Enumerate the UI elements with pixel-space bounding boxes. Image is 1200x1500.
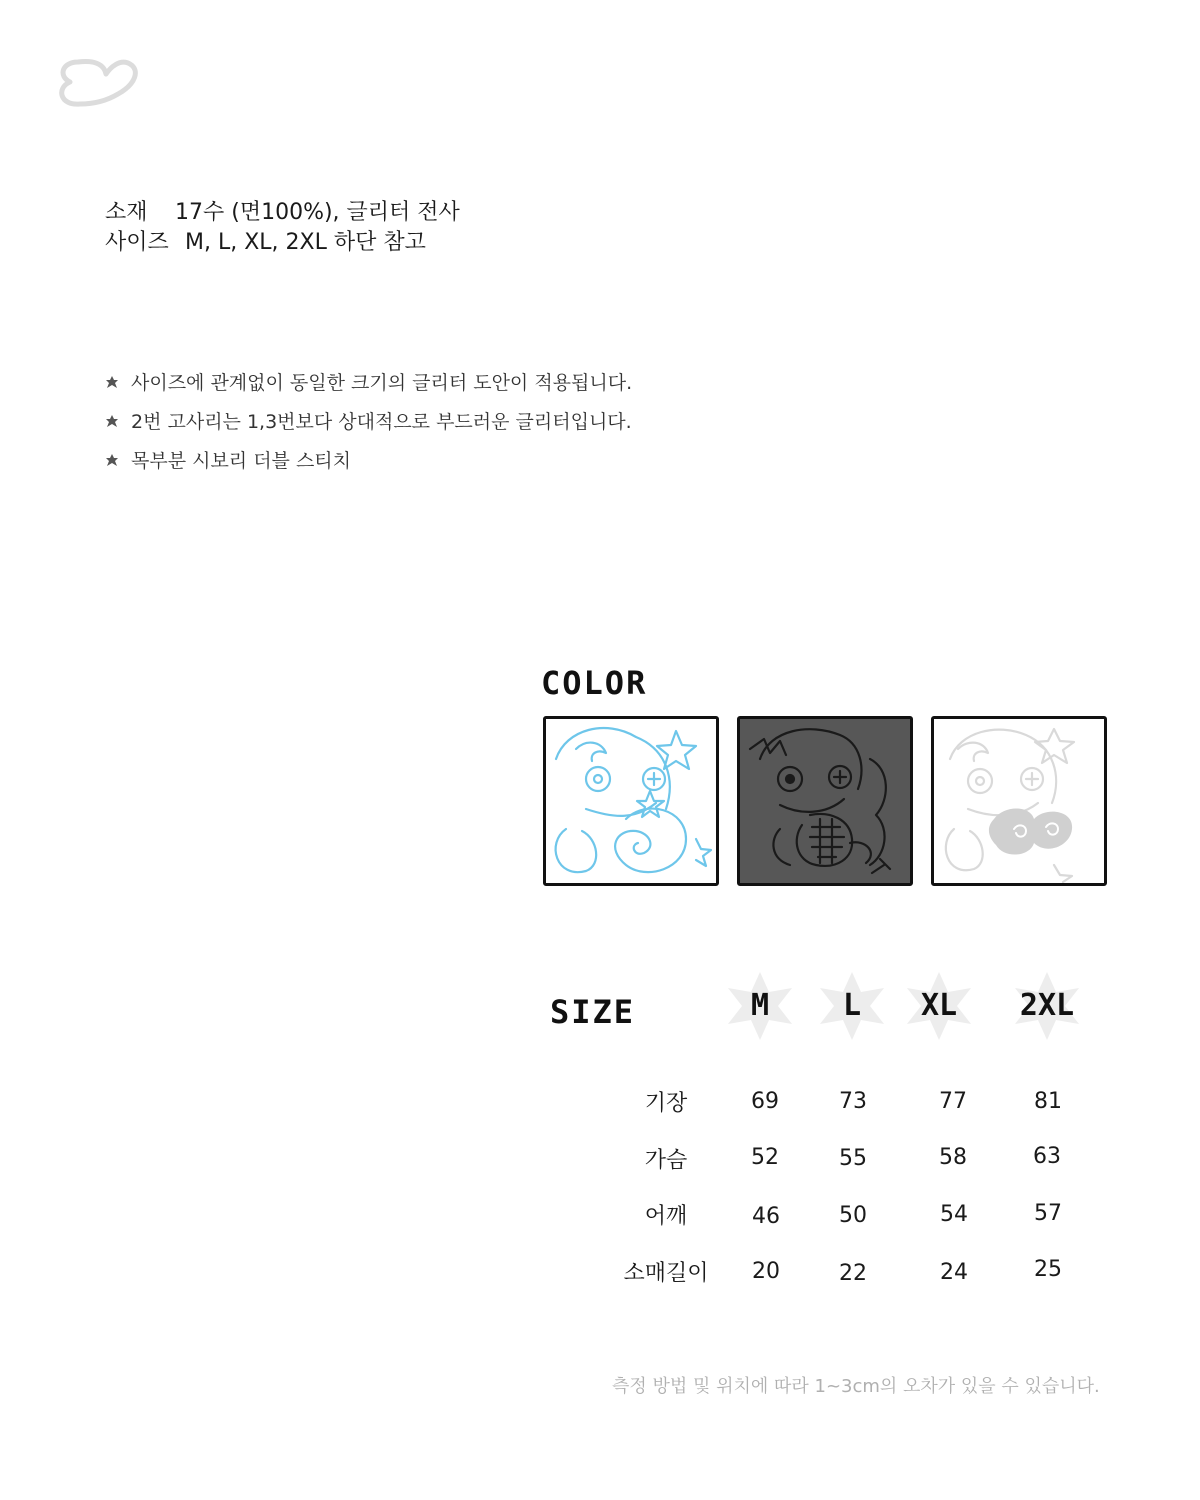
- size-badge-l: [814, 968, 890, 1044]
- color-swatch-dark-gray: [737, 716, 913, 886]
- table-cell: 57: [1034, 1201, 1062, 1226]
- table-cell: 52: [751, 1145, 779, 1170]
- size-label: L: [842, 988, 862, 1023]
- size-label: XL: [920, 988, 958, 1023]
- leaf-bullet-icon: [105, 375, 119, 389]
- size-label: 2XL: [1019, 988, 1075, 1023]
- product-notes: [105, 362, 632, 479]
- note-text: 사이즈에 관계없이 동일한 크기의 글리터 도안이 적용됩니다.: [131, 372, 633, 394]
- color-swatch-light-gray: [931, 716, 1107, 886]
- size-badge-m: [722, 968, 798, 1044]
- row-label: 가슴: [644, 1148, 688, 1173]
- table-cell: 24: [940, 1260, 968, 1285]
- dark-gray-character-icon: [740, 719, 910, 883]
- table-cell: 81: [1034, 1089, 1062, 1114]
- table-cell: 50: [839, 1203, 867, 1228]
- size-label: M: [750, 988, 770, 1023]
- table-cell: 58: [939, 1145, 967, 1170]
- table-cell: 69: [751, 1089, 779, 1114]
- spec-material-row: [105, 198, 460, 228]
- leaf-bullet-icon: [105, 414, 119, 428]
- table-cell: 73: [839, 1089, 867, 1114]
- blue-outline-character-icon: [546, 719, 716, 883]
- table-cell: 54: [940, 1202, 968, 1227]
- table-cell: 55: [839, 1146, 867, 1171]
- doodle-loop-logo-icon: [56, 54, 140, 114]
- product-spec: [105, 198, 460, 258]
- row-label: 기장: [644, 1091, 688, 1116]
- color-swatch-blue: [543, 716, 719, 886]
- table-cell: 63: [1033, 1144, 1061, 1169]
- table-cell: 25: [1034, 1257, 1062, 1282]
- spec-label: 사이즈: [105, 230, 169, 255]
- row-label: 어깨: [644, 1204, 688, 1229]
- leaf-bullet-icon: [105, 453, 119, 467]
- table-cell: 20: [752, 1259, 780, 1284]
- size-badge-2xl: [1009, 968, 1085, 1044]
- size-section-title: SIZE: [550, 993, 636, 1031]
- spec-size-row: [105, 228, 460, 258]
- table-cell: 46: [752, 1204, 780, 1229]
- note-item: [105, 362, 632, 401]
- size-badge-xl: [901, 968, 977, 1044]
- note-item: [105, 440, 632, 479]
- color-section-title: COLOR: [541, 664, 648, 702]
- table-cell: 22: [839, 1261, 867, 1286]
- row-label: 소매길이: [623, 1261, 709, 1286]
- table-cell: 77: [939, 1089, 967, 1114]
- note-text: 목부분 시보리 더블 스티치: [131, 450, 352, 472]
- note-text: 2번 고사리는 1,3번보다 상대적으로 부드러운 글리터입니다.: [131, 411, 632, 433]
- spec-value: M, L, XL, 2XL 하단 참고: [185, 230, 426, 255]
- spec-label: 소재: [105, 200, 148, 225]
- note-item: [105, 401, 632, 440]
- measurement-footnote: 측정 방법 및 위치에 따라 1~3cm의 오차가 있을 수 있습니다.: [612, 1376, 1100, 1397]
- light-gray-character-icon: [934, 719, 1104, 883]
- spec-value: 17수 (면100%), 글리터 전사: [175, 200, 460, 225]
